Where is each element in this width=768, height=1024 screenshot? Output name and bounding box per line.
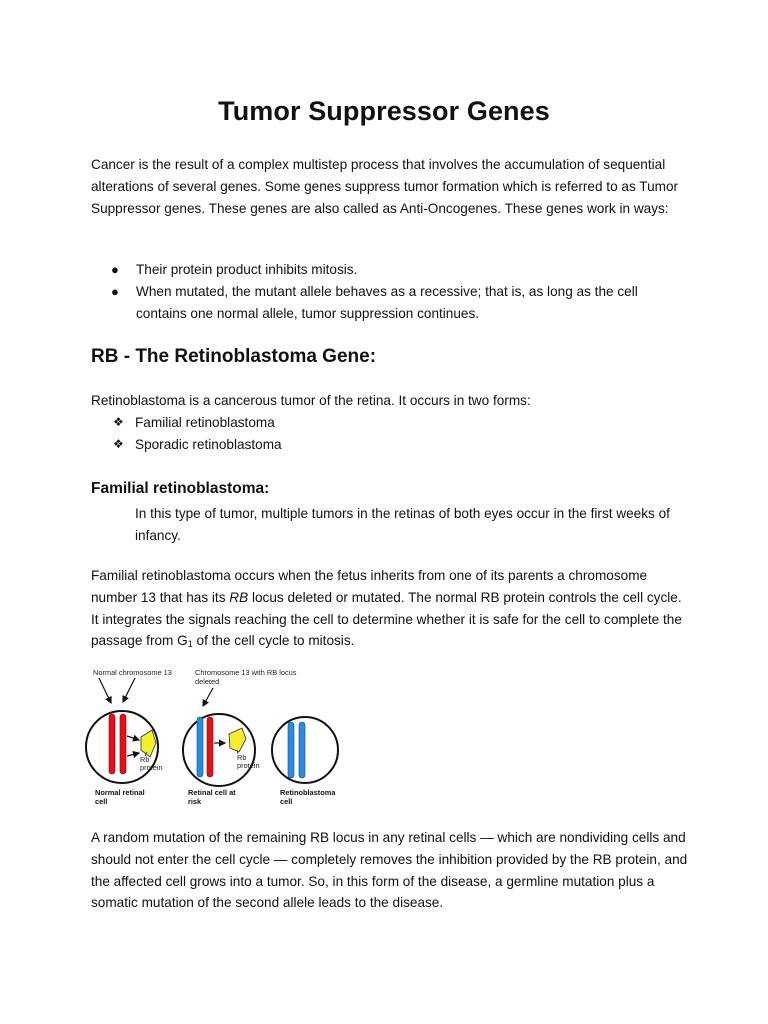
list-item — [91, 434, 282, 456]
arrow-line — [99, 678, 111, 703]
label-deleted-chromosome-line2: deleted — [195, 677, 220, 686]
random-mutation-paragraph: A random mutation of the remaining RB locus in any retinal cells — which are nondividing cells and should not enter the cell cycle — completely removes the inhibition provided by the RB protein, and the affected cell grows into a tumor. So, in this form of the disease, a germline mutation plus a somatic mutation of the second allele leads to the disease. — [91, 830, 688, 911]
list-item — [91, 259, 691, 281]
diamond-bullet-icon: ❖ — [113, 415, 124, 429]
page-title: Tumor Suppressor Genes — [218, 96, 550, 126]
caption-normal-cell-line2: cell — [95, 797, 108, 806]
label-deleted-chromosome-line1: Chromosome 13 with RB locus — [195, 668, 297, 677]
rb-protein-label-line1: Rb — [237, 753, 247, 762]
list-item — [91, 281, 691, 325]
intro-paragraph: Cancer is the result of a complex multistep process that involves the accumulation of sequential alterations of several genes. Some genes suppress tumor formation which is referred to as Tumor Suppressor genes. These genes are also called as Anti-Oncogenes. These genes work in ways: — [91, 157, 679, 216]
rb-protein-label-line2: protein — [237, 761, 260, 770]
deleted-chromosome-icon — [299, 722, 305, 778]
caption-at-risk-line1: Retinal cell at — [188, 788, 236, 797]
arrow-line — [203, 688, 213, 706]
figure-svg — [85, 664, 365, 814]
retinoblastoma-figure — [85, 664, 365, 814]
subheading: Familial retinoblastoma: — [91, 480, 270, 497]
bullet-icon: ● — [111, 283, 119, 299]
rb-italic: RB — [229, 589, 249, 605]
arrow-line — [123, 678, 135, 702]
bullet-text: Their protein product inhibits mitosis. — [136, 262, 358, 277]
familial-text-1: Familial retinoblastoma occurs when the fetus inherits from one of its parents a chromosome number 13 that has its — [91, 568, 648, 605]
familial-paragraph — [91, 565, 691, 656]
bullet-list — [91, 259, 691, 324]
deleted-chromosome-icon — [197, 717, 203, 777]
bullet-icon: ● — [111, 262, 119, 277]
familial-indent-paragraph: In this type of tumor, multiple tumors in the retinas of both eyes occur in the first weeks of infancy. — [135, 506, 670, 543]
diamond-bullet-icon: ❖ — [113, 436, 124, 451]
rb-protein-label-line1: Rb — [140, 755, 150, 764]
normal-chromosome-icon — [109, 714, 115, 774]
deleted-chromosome-icon — [288, 722, 294, 778]
caption-retinoblastoma-line2: cell — [280, 797, 293, 806]
familial-text-2: locus deleted or mutated. The normal RB protein controls the cell cycle. It integrates the signals reaching the cell to determine whether it is safe for the cell to complete the passage from G — [91, 589, 682, 649]
normal-chromosome-icon — [120, 714, 126, 774]
familial-text-3: of the cell cycle to mitosis. — [192, 633, 355, 649]
g-subscript: 1 — [187, 639, 193, 650]
at-risk-cell-icon — [183, 714, 255, 786]
bullet-text: When mutated, the mutant allele behaves as a recessive; that is, as long as the cell contains one normal allele, tumor suppression continues. — [136, 283, 638, 321]
caption-retinoblastoma-line1: Retinoblastoma — [280, 788, 336, 797]
form-text: Sporadic retinoblastoma — [135, 436, 282, 452]
label-normal-chromosome: Normal chromosome 13 — [93, 668, 172, 677]
section-heading: RB - The Retinoblastoma Gene: — [91, 346, 377, 367]
form-text: Familial retinoblastoma — [135, 415, 275, 430]
rb-protein-label-line2: protein — [140, 763, 163, 772]
retino-intro-paragraph: Retinoblastoma is a cancerous tumor of the retina. It occurs in two forms: — [91, 393, 531, 408]
forms-list — [91, 412, 282, 456]
list-item — [91, 412, 282, 434]
caption-normal-cell-line1: Normal retinal — [95, 788, 145, 797]
normal-chromosome-icon — [207, 717, 213, 777]
caption-at-risk-line2: risk — [188, 797, 202, 806]
